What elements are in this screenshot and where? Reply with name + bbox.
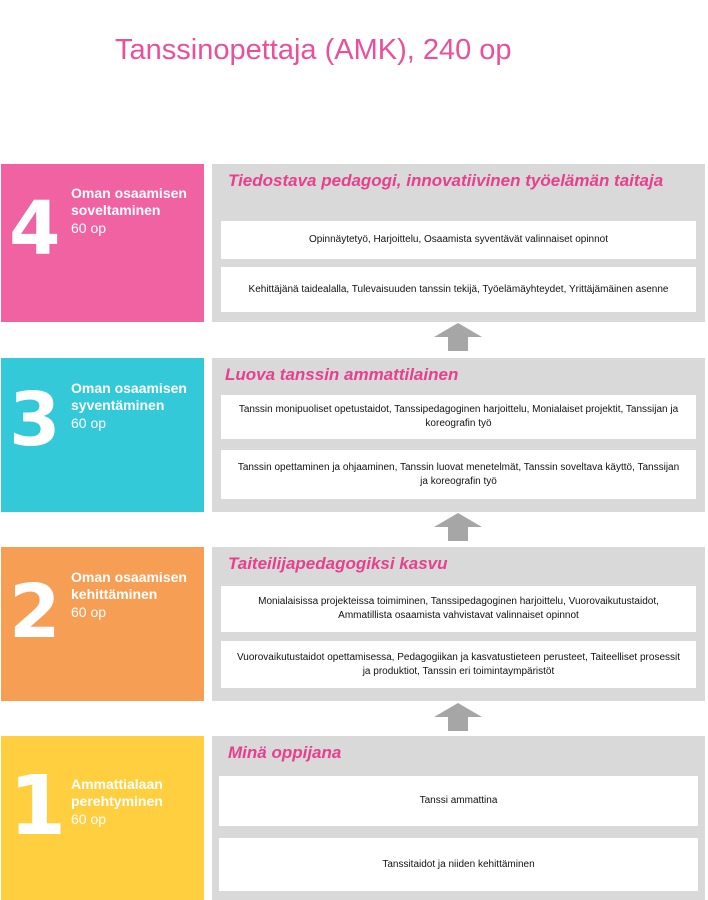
level-4-item-2: Kehittäjänä taidealalla, Tulevaisuuden tanssin tekijä, Työelämäyhteydet, Yrittäjämäinen asenne — [221, 267, 696, 312]
level-2-name: Oman osaamisen kehittäminen — [71, 569, 187, 602]
level-4-box — [1, 164, 204, 322]
arrow-up-icon — [434, 323, 482, 351]
level-1-item-2: Tanssitaidot ja niiden kehittäminen — [219, 838, 698, 891]
level-3-box — [1, 358, 204, 512]
level-3-number: 3 — [9, 377, 61, 463]
level-1-box — [1, 736, 204, 900]
arrow-up-icon — [434, 703, 482, 731]
level-2-box — [1, 547, 204, 701]
level-2-item-2: Vuorovaikutustaidot opettamisessa, Pedagogiikan ja kasvatustieteen perusteet, Taiteelliset prosessit ja produktiot, Tanssin eri toimintaympäristöt — [221, 641, 696, 688]
level-4-item-1: Opinnäytetyö, Harjoittelu, Osaamista syventävät valinnaiset opinnot — [221, 221, 696, 259]
level-3-credits: 60 op — [71, 415, 107, 431]
level-4-name: Oman osaamisen soveltaminen — [71, 185, 187, 218]
level-2-panel — [212, 547, 705, 701]
level-3-item-1: Tanssin monipuoliset opetustaidot, Tanssipedagoginen harjoittelu, Monialaiset projektit, Tanssijan ja koreografin työ — [221, 395, 696, 439]
level-1-panel-title: Minä oppijana — [228, 743, 342, 762]
level-4-number: 4 — [9, 186, 61, 272]
level-2-number: 2 — [9, 569, 61, 655]
level-1-item-1: Tanssi ammattina — [219, 776, 698, 826]
level-3-name: Oman osaamisen syventäminen — [71, 380, 187, 413]
level-3-item-2: Tanssin opettaminen ja ohjaaminen, Tanssin luovat menetelmät, Tanssin soveltava käyttö, Tanssijan ja koreografin työ — [221, 450, 696, 499]
level-4-panel-title: Tiedostava pedagogi, innovatiivinen työelämän taitaja — [228, 171, 664, 190]
level-2-item-1: Monialaisissa projekteissa toimiminen, Tanssipedagoginen harjoittelu, Vuorovaikutustaidot, Ammatillista osaamista vahvistavat valinnaiset opinnot — [221, 586, 696, 632]
level-1-number: 1 — [9, 759, 67, 854]
level-1-panel — [212, 736, 705, 900]
page-title: Tanssinopettaja (AMK), 240 op — [115, 34, 512, 66]
level-2-credits: 60 op — [71, 604, 107, 620]
level-4-panel — [212, 164, 705, 322]
level-1-credits: 60 op — [71, 811, 107, 827]
level-2-panel-title: Taiteilijapedagogiksi kasvu — [228, 554, 448, 573]
level-1-name: Ammattialaan perehtyminen — [71, 776, 163, 809]
level-3-panel-title: Luova tanssin ammattilainen — [225, 365, 459, 384]
level-4-credits: 60 op — [71, 220, 107, 236]
level-3-panel — [212, 358, 705, 512]
arrow-up-icon — [434, 513, 482, 541]
